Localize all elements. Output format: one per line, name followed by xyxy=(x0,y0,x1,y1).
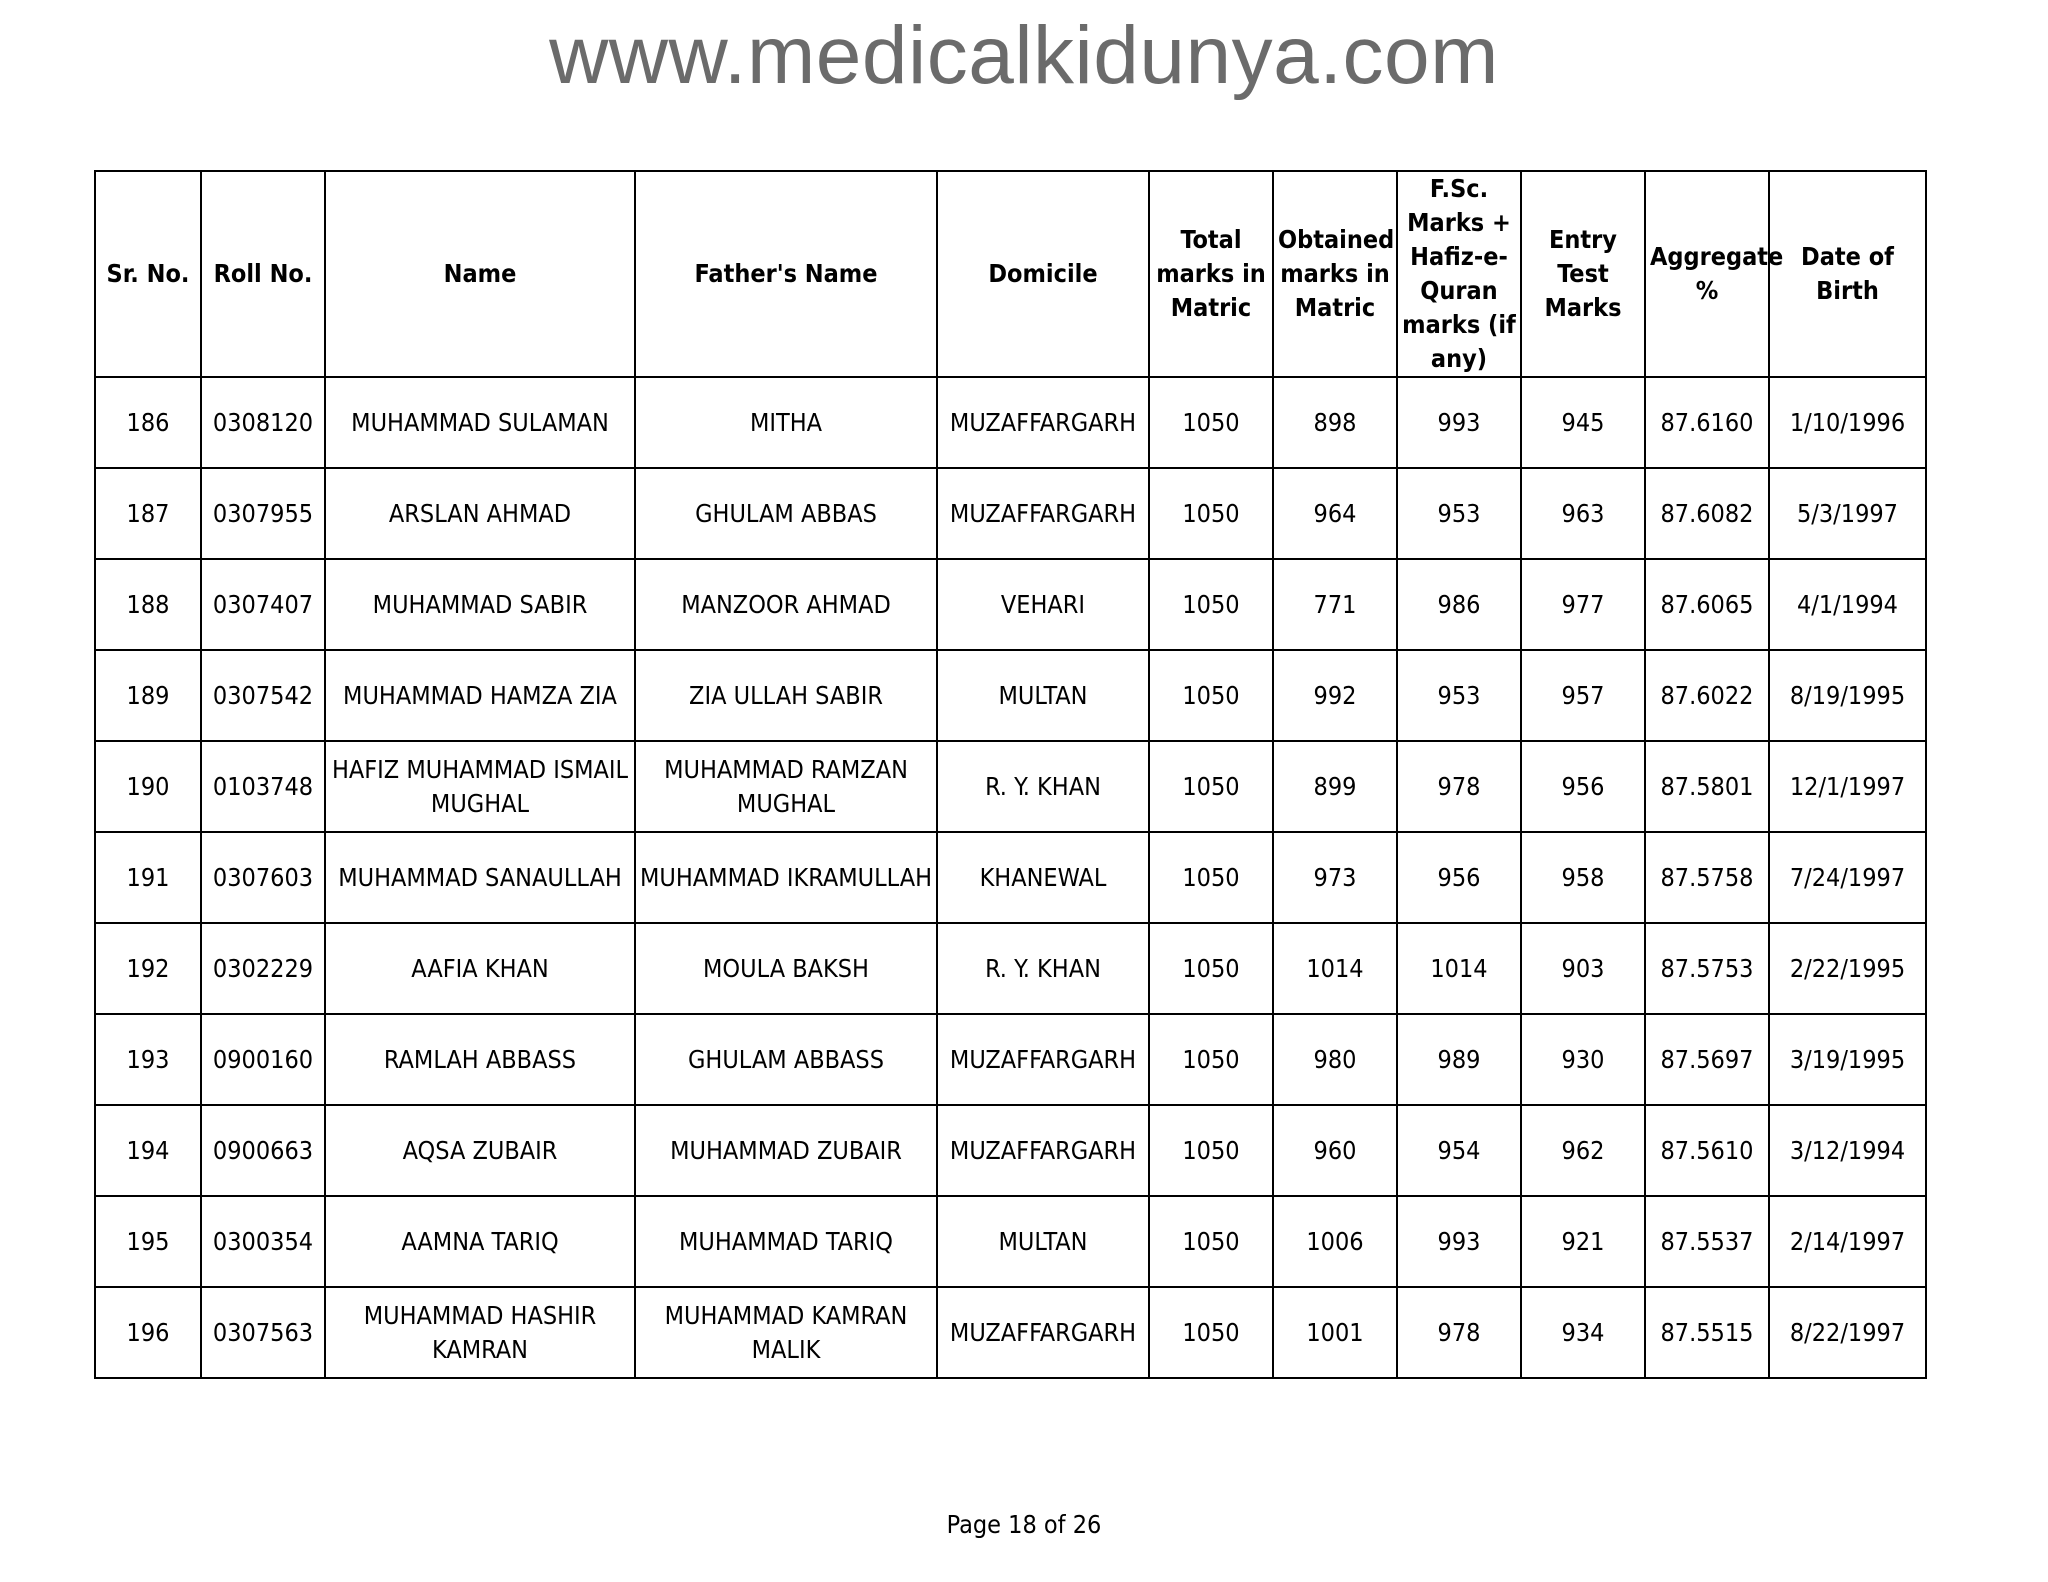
cell-obtained-matric: 980 xyxy=(1273,1014,1397,1105)
table-row xyxy=(95,741,1926,832)
table-body xyxy=(95,377,1926,1378)
cell-name: ARSLAN AHMAD xyxy=(325,468,635,559)
column-header-dob: Date of Birth xyxy=(1769,171,1926,377)
cell-total-matric: 1050 xyxy=(1149,1105,1273,1196)
column-header-sr-no: Sr. No. xyxy=(95,171,201,377)
column-header-roll-no: Roll No. xyxy=(201,171,325,377)
table-row xyxy=(95,559,1926,650)
cell-domicile: MULTAN xyxy=(937,650,1149,741)
cell-roll-no: 0307603 xyxy=(201,832,325,923)
table-row xyxy=(95,832,1926,923)
cell-domicile: R. Y. KHAN xyxy=(937,923,1149,1014)
cell-domicile: MUZAFFARGARH xyxy=(937,1287,1149,1378)
cell-sr-no: 196 xyxy=(95,1287,201,1378)
cell-sr-no: 190 xyxy=(95,741,201,832)
cell-total-matric: 1050 xyxy=(1149,1014,1273,1105)
cell-sr-no: 192 xyxy=(95,923,201,1014)
cell-fathers-name: MUHAMMAD ZUBAIR xyxy=(635,1105,937,1196)
cell-fathers-name: MANZOOR AHMAD xyxy=(635,559,937,650)
cell-name: MUHAMMAD HASHIR KAMRAN xyxy=(325,1287,635,1378)
page-number: Page 18 of 26 xyxy=(946,1510,1102,1539)
cell-fsc-marks: 978 xyxy=(1397,741,1521,832)
cell-aggregate: 87.5753 xyxy=(1645,923,1769,1014)
cell-sr-no: 194 xyxy=(95,1105,201,1196)
cell-fathers-name: MUHAMMAD TARIQ xyxy=(635,1196,937,1287)
cell-fsc-marks: 993 xyxy=(1397,377,1521,468)
cell-aggregate: 87.5515 xyxy=(1645,1287,1769,1378)
cell-aggregate: 87.5610 xyxy=(1645,1105,1769,1196)
cell-fsc-marks: 986 xyxy=(1397,559,1521,650)
cell-obtained-matric: 1006 xyxy=(1273,1196,1397,1287)
cell-roll-no: 0300354 xyxy=(201,1196,325,1287)
cell-obtained-matric: 964 xyxy=(1273,468,1397,559)
cell-aggregate: 87.5537 xyxy=(1645,1196,1769,1287)
cell-sr-no: 191 xyxy=(95,832,201,923)
cell-total-matric: 1050 xyxy=(1149,832,1273,923)
cell-fathers-name: MITHA xyxy=(635,377,937,468)
cell-name: MUHAMMAD HAMZA ZIA xyxy=(325,650,635,741)
cell-fsc-marks: 978 xyxy=(1397,1287,1521,1378)
cell-domicile: KHANEWAL xyxy=(937,832,1149,923)
cell-total-matric: 1050 xyxy=(1149,377,1273,468)
cell-sr-no: 187 xyxy=(95,468,201,559)
cell-total-matric: 1050 xyxy=(1149,1196,1273,1287)
cell-dob: 8/22/1997 xyxy=(1769,1287,1926,1378)
cell-roll-no: 0302229 xyxy=(201,923,325,1014)
cell-name: MUHAMMAD SANAULLAH xyxy=(325,832,635,923)
cell-entry-test: 921 xyxy=(1521,1196,1645,1287)
cell-obtained-matric: 973 xyxy=(1273,832,1397,923)
cell-entry-test: 930 xyxy=(1521,1014,1645,1105)
cell-domicile: MUZAFFARGARH xyxy=(937,468,1149,559)
cell-aggregate: 87.5801 xyxy=(1645,741,1769,832)
cell-dob: 2/14/1997 xyxy=(1769,1196,1926,1287)
cell-roll-no: 0307407 xyxy=(201,559,325,650)
table-row xyxy=(95,1014,1926,1105)
cell-domicile: MUZAFFARGARH xyxy=(937,1105,1149,1196)
cell-roll-no: 0103748 xyxy=(201,741,325,832)
table-row xyxy=(95,1196,1926,1287)
cell-total-matric: 1050 xyxy=(1149,559,1273,650)
cell-sr-no: 193 xyxy=(95,1014,201,1105)
cell-obtained-matric: 1014 xyxy=(1273,923,1397,1014)
cell-obtained-matric: 960 xyxy=(1273,1105,1397,1196)
cell-entry-test: 945 xyxy=(1521,377,1645,468)
cell-fsc-marks: 953 xyxy=(1397,468,1521,559)
cell-name: MUHAMMAD SABIR xyxy=(325,559,635,650)
cell-aggregate: 87.6065 xyxy=(1645,559,1769,650)
cell-name: AQSA ZUBAIR xyxy=(325,1105,635,1196)
cell-entry-test: 956 xyxy=(1521,741,1645,832)
cell-domicile: MULTAN xyxy=(937,1196,1149,1287)
table-row xyxy=(95,1287,1926,1378)
cell-dob: 4/1/1994 xyxy=(1769,559,1926,650)
cell-obtained-matric: 992 xyxy=(1273,650,1397,741)
cell-fathers-name: MUHAMMAD RAMZAN MUGHAL xyxy=(635,741,937,832)
cell-fsc-marks: 989 xyxy=(1397,1014,1521,1105)
table-row xyxy=(95,1105,1926,1196)
cell-sr-no: 186 xyxy=(95,377,201,468)
cell-entry-test: 957 xyxy=(1521,650,1645,741)
cell-entry-test: 934 xyxy=(1521,1287,1645,1378)
cell-name: RAMLAH ABBASS xyxy=(325,1014,635,1105)
cell-obtained-matric: 771 xyxy=(1273,559,1397,650)
cell-aggregate: 87.5697 xyxy=(1645,1014,1769,1105)
cell-name: HAFIZ MUHAMMAD ISMAIL MUGHAL xyxy=(325,741,635,832)
cell-dob: 12/1/1997 xyxy=(1769,741,1926,832)
cell-aggregate: 87.6082 xyxy=(1645,468,1769,559)
cell-total-matric: 1050 xyxy=(1149,650,1273,741)
cell-name: AAFIA KHAN xyxy=(325,923,635,1014)
cell-aggregate: 87.5758 xyxy=(1645,832,1769,923)
cell-roll-no: 0900160 xyxy=(201,1014,325,1105)
cell-obtained-matric: 1001 xyxy=(1273,1287,1397,1378)
column-header-entry-test: Entry Test Marks xyxy=(1521,171,1645,377)
cell-fathers-name: ZIA ULLAH SABIR xyxy=(635,650,937,741)
cell-domicile: MUZAFFARGARH xyxy=(937,1014,1149,1105)
site-watermark: www.medicalkidunya.com xyxy=(549,10,1499,101)
cell-total-matric: 1050 xyxy=(1149,1287,1273,1378)
cell-obtained-matric: 898 xyxy=(1273,377,1397,468)
cell-fsc-marks: 993 xyxy=(1397,1196,1521,1287)
cell-name: MUHAMMAD SULAMAN xyxy=(325,377,635,468)
cell-entry-test: 903 xyxy=(1521,923,1645,1014)
table-row xyxy=(95,377,1926,468)
cell-total-matric: 1050 xyxy=(1149,741,1273,832)
cell-aggregate: 87.6022 xyxy=(1645,650,1769,741)
cell-obtained-matric: 899 xyxy=(1273,741,1397,832)
column-header-fsc-marks: F.Sc. Marks + Hafiz-e-Quran marks (if any) xyxy=(1397,171,1521,377)
cell-roll-no: 0307955 xyxy=(201,468,325,559)
cell-name: AAMNA TARIQ xyxy=(325,1196,635,1287)
cell-sr-no: 195 xyxy=(95,1196,201,1287)
cell-fsc-marks: 953 xyxy=(1397,650,1521,741)
cell-fathers-name: GHULAM ABBAS xyxy=(635,468,937,559)
cell-roll-no: 0307542 xyxy=(201,650,325,741)
cell-fsc-marks: 956 xyxy=(1397,832,1521,923)
cell-domicile: VEHARI xyxy=(937,559,1149,650)
cell-roll-no: 0308120 xyxy=(201,377,325,468)
cell-entry-test: 962 xyxy=(1521,1105,1645,1196)
column-header-name: Name xyxy=(325,171,635,377)
cell-dob: 5/3/1997 xyxy=(1769,468,1926,559)
cell-fathers-name: MUHAMMAD KAMRAN MALIK xyxy=(635,1287,937,1378)
cell-total-matric: 1050 xyxy=(1149,923,1273,1014)
table-row xyxy=(95,650,1926,741)
cell-roll-no: 0900663 xyxy=(201,1105,325,1196)
column-header-total-matric: Total marks in Matric xyxy=(1149,171,1273,377)
cell-entry-test: 977 xyxy=(1521,559,1645,650)
column-header-domicile: Domicile xyxy=(937,171,1149,377)
cell-sr-no: 188 xyxy=(95,559,201,650)
cell-fsc-marks: 1014 xyxy=(1397,923,1521,1014)
column-header-obtained-matric: Obtained marks in Matric xyxy=(1273,171,1397,377)
column-header-fathers-name: Father's Name xyxy=(635,171,937,377)
cell-fathers-name: MOULA BAKSH xyxy=(635,923,937,1014)
cell-entry-test: 958 xyxy=(1521,832,1645,923)
cell-fsc-marks: 954 xyxy=(1397,1105,1521,1196)
header-row xyxy=(95,171,1926,377)
cell-dob: 8/19/1995 xyxy=(1769,650,1926,741)
cell-total-matric: 1050 xyxy=(1149,468,1273,559)
table-row xyxy=(95,923,1926,1014)
cell-domicile: R. Y. KHAN xyxy=(937,741,1149,832)
cell-fathers-name: GHULAM ABBASS xyxy=(635,1014,937,1105)
cell-domicile: MUZAFFARGARH xyxy=(937,377,1149,468)
cell-dob: 7/24/1997 xyxy=(1769,832,1926,923)
cell-entry-test: 963 xyxy=(1521,468,1645,559)
cell-dob: 3/12/1994 xyxy=(1769,1105,1926,1196)
cell-sr-no: 189 xyxy=(95,650,201,741)
cell-aggregate: 87.6160 xyxy=(1645,377,1769,468)
cell-dob: 3/19/1995 xyxy=(1769,1014,1926,1105)
cell-dob: 1/10/1996 xyxy=(1769,377,1926,468)
table-header xyxy=(95,171,1926,377)
merit-list-table xyxy=(94,170,1927,1379)
cell-roll-no: 0307563 xyxy=(201,1287,325,1378)
table-row xyxy=(95,468,1926,559)
cell-dob: 2/22/1995 xyxy=(1769,923,1926,1014)
cell-fathers-name: MUHAMMAD IKRAMULLAH xyxy=(635,832,937,923)
column-header-aggregate: Aggregate % xyxy=(1645,171,1769,377)
